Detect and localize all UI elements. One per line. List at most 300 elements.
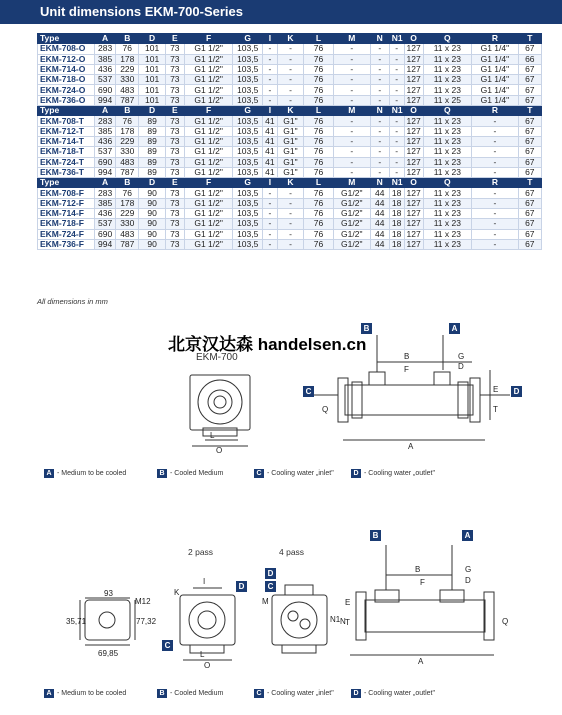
value-cell: 67 xyxy=(518,136,541,146)
value-cell: - xyxy=(472,126,518,136)
value-cell: - xyxy=(333,136,370,146)
column-header: O xyxy=(404,178,423,188)
dim-label-n: N xyxy=(340,617,346,626)
value-cell: G1" xyxy=(277,167,303,177)
value-cell: 127 xyxy=(404,198,423,208)
column-header: I xyxy=(263,178,278,188)
value-cell: G1/2" xyxy=(333,239,370,249)
value-cell: 103,5 xyxy=(233,167,263,177)
column-header: L xyxy=(304,178,334,188)
value-cell: G1 1/4" xyxy=(472,64,518,74)
value-cell: 11 x 25 xyxy=(423,95,472,105)
legend-c-bottom: C - Cooling water „inlet" xyxy=(254,689,334,698)
legend-a-bottom: A - Medium to be cooled xyxy=(44,689,126,698)
value-cell: 44 xyxy=(370,219,389,229)
legend-a-top: A - Medium to be cooled xyxy=(44,469,126,478)
value-cell: 73 xyxy=(165,116,184,126)
tag-c-4pass: C xyxy=(265,581,276,592)
value-cell: 18 xyxy=(389,188,404,198)
value-cell: - xyxy=(389,54,404,64)
value-cell: 178 xyxy=(116,54,139,64)
value-cell: 76 xyxy=(304,147,334,157)
value-cell: - xyxy=(472,209,518,219)
value-cell: 994 xyxy=(95,95,116,105)
value-cell: - xyxy=(389,167,404,177)
value-cell: 73 xyxy=(165,136,184,146)
type-cell: EKM-708-O xyxy=(38,44,95,54)
value-cell: - xyxy=(389,64,404,74)
column-header: I xyxy=(263,34,278,44)
value-cell: - xyxy=(333,95,370,105)
dim-label-d: D xyxy=(458,362,464,371)
value-cell: 101 xyxy=(139,85,165,95)
value-cell: - xyxy=(370,126,389,136)
value-cell: G1/2" xyxy=(333,188,370,198)
dim-label-t: T xyxy=(493,405,498,414)
value-cell: 103,5 xyxy=(233,157,263,167)
value-cell: 330 xyxy=(116,75,139,85)
column-header: Q xyxy=(423,106,472,116)
value-cell: 330 xyxy=(116,219,139,229)
value-cell: 67 xyxy=(518,167,541,177)
value-cell: - xyxy=(472,229,518,239)
value-cell: 89 xyxy=(139,126,165,136)
value-cell: 76 xyxy=(304,219,334,229)
column-header: O xyxy=(404,106,423,116)
value-cell: 11 x 23 xyxy=(423,157,472,167)
value-cell: G1 1/2" xyxy=(184,147,233,157)
value-cell: 76 xyxy=(304,54,334,64)
value-cell: G1 1/2" xyxy=(184,198,233,208)
value-cell: 73 xyxy=(165,54,184,64)
value-cell: - xyxy=(370,157,389,167)
value-cell: - xyxy=(263,188,278,198)
value-cell: 11 x 23 xyxy=(423,75,472,85)
value-cell: - xyxy=(277,239,303,249)
column-header: E xyxy=(165,178,184,188)
column-header: B xyxy=(116,34,139,44)
value-cell: 101 xyxy=(139,54,165,64)
value-cell: 436 xyxy=(95,209,116,219)
dim-label-q2: Q xyxy=(502,617,509,626)
dim-label-g: G xyxy=(458,352,465,361)
value-cell: 41 xyxy=(263,157,278,167)
value-cell: - xyxy=(263,64,278,74)
value-cell: 90 xyxy=(139,239,165,249)
value-cell: - xyxy=(370,136,389,146)
legend-d-top: D - Cooling water „outlet" xyxy=(351,469,435,478)
value-cell: 436 xyxy=(95,136,116,146)
value-cell: 11 x 23 xyxy=(423,116,472,126)
type-cell: EKM-724-F xyxy=(38,229,95,239)
value-cell: 229 xyxy=(116,64,139,74)
value-cell: - xyxy=(277,64,303,74)
value-cell: - xyxy=(277,219,303,229)
value-cell: 103,5 xyxy=(233,229,263,239)
value-cell: 11 x 23 xyxy=(423,136,472,146)
value-cell: 127 xyxy=(404,219,423,229)
value-cell: - xyxy=(333,64,370,74)
value-cell: G1 1/2" xyxy=(184,188,233,198)
value-cell: 103,5 xyxy=(233,239,263,249)
dim-label-a: A xyxy=(408,442,414,451)
column-header: A xyxy=(95,106,116,116)
column-header: T xyxy=(518,178,541,188)
value-cell: - xyxy=(263,54,278,64)
value-cell: - xyxy=(389,95,404,105)
value-cell: - xyxy=(263,209,278,219)
type-cell: EKM-708-F xyxy=(38,188,95,198)
value-cell: G1 1/4" xyxy=(472,54,518,64)
column-header: L xyxy=(304,34,334,44)
value-cell: G1" xyxy=(277,147,303,157)
value-cell: - xyxy=(389,126,404,136)
value-cell: - xyxy=(370,167,389,177)
value-cell: 101 xyxy=(139,95,165,105)
label-2-pass: 2 pass xyxy=(188,547,214,557)
value-cell: 89 xyxy=(139,157,165,167)
value-cell: 67 xyxy=(518,229,541,239)
dim-label-b: B xyxy=(404,352,410,361)
value-cell: 11 x 23 xyxy=(423,44,472,54)
value-cell: 89 xyxy=(139,116,165,126)
value-cell: 90 xyxy=(139,198,165,208)
value-cell: - xyxy=(472,167,518,177)
type-cell: EKM-712-F xyxy=(38,198,95,208)
type-cell: EKM-718-O xyxy=(38,75,95,85)
value-cell: 103,5 xyxy=(233,198,263,208)
label-4-pass: 4 pass xyxy=(279,547,305,557)
value-cell: - xyxy=(263,75,278,85)
value-cell: - xyxy=(389,85,404,95)
value-cell: 44 xyxy=(370,229,389,239)
value-cell: G1 1/2" xyxy=(184,239,233,249)
value-cell: 103,5 xyxy=(233,136,263,146)
value-cell: - xyxy=(389,147,404,157)
value-cell: 89 xyxy=(139,147,165,157)
type-cell: EKM-718-T xyxy=(38,147,95,157)
dim-label-3571: 35,71 xyxy=(66,617,87,626)
value-cell: - xyxy=(370,116,389,126)
value-cell: 76 xyxy=(304,116,334,126)
value-cell: 127 xyxy=(404,157,423,167)
value-cell: 787 xyxy=(116,239,139,249)
value-cell: 103,5 xyxy=(233,188,263,198)
value-cell: 127 xyxy=(404,95,423,105)
value-cell: 41 xyxy=(263,126,278,136)
value-cell: 44 xyxy=(370,209,389,219)
value-cell: 18 xyxy=(389,219,404,229)
value-cell: 537 xyxy=(95,75,116,85)
value-cell: 690 xyxy=(95,85,116,95)
tag-d-2pass: D xyxy=(236,581,247,592)
value-cell: - xyxy=(472,157,518,167)
value-cell: 103,5 xyxy=(233,44,263,54)
value-cell: 73 xyxy=(165,198,184,208)
column-header: N1 xyxy=(389,178,404,188)
value-cell: - xyxy=(333,126,370,136)
value-cell: 537 xyxy=(95,147,116,157)
value-cell: G1/2" xyxy=(333,219,370,229)
tag-b-bottom: B xyxy=(370,530,381,541)
column-header: A xyxy=(95,178,116,188)
value-cell: G1 1/4" xyxy=(472,44,518,54)
type-cell: EKM-724-O xyxy=(38,85,95,95)
value-cell: 41 xyxy=(263,167,278,177)
value-cell: 67 xyxy=(518,188,541,198)
value-cell: 44 xyxy=(370,188,389,198)
value-cell: 90 xyxy=(139,188,165,198)
column-header: D xyxy=(139,178,165,188)
column-header: K xyxy=(277,178,303,188)
value-cell: 76 xyxy=(116,188,139,198)
tag-c-2pass: C xyxy=(162,640,173,651)
value-cell: 103,5 xyxy=(233,219,263,229)
value-cell: G1 1/2" xyxy=(184,95,233,105)
value-cell: 994 xyxy=(95,167,116,177)
tag-a-bottom: A xyxy=(462,530,473,541)
value-cell: 76 xyxy=(304,44,334,54)
column-header: D xyxy=(139,34,165,44)
value-cell: - xyxy=(333,157,370,167)
value-cell: G1 1/2" xyxy=(184,136,233,146)
value-cell: 73 xyxy=(165,219,184,229)
value-cell: - xyxy=(263,85,278,95)
dim-label-o2: O xyxy=(204,661,211,670)
value-cell: - xyxy=(472,147,518,157)
column-header: I xyxy=(263,106,278,116)
column-header: F xyxy=(184,106,233,116)
dim-label-m12: M12 xyxy=(135,597,151,606)
value-cell: 127 xyxy=(404,167,423,177)
dim-label-6985: 69,85 xyxy=(98,649,119,658)
value-cell: 76 xyxy=(304,126,334,136)
value-cell: - xyxy=(472,198,518,208)
value-cell: 76 xyxy=(116,44,139,54)
column-header: N xyxy=(370,34,389,44)
value-cell: - xyxy=(333,116,370,126)
column-header: Type xyxy=(38,106,95,116)
value-cell: 103,5 xyxy=(233,116,263,126)
value-cell: 537 xyxy=(95,219,116,229)
type-cell: EKM-714-O xyxy=(38,64,95,74)
legend-b-bottom: B - Cooled Medium xyxy=(157,689,223,698)
column-header: M xyxy=(333,178,370,188)
value-cell: 103,5 xyxy=(233,209,263,219)
value-cell: - xyxy=(333,85,370,95)
value-cell: G1 1/2" xyxy=(184,157,233,167)
value-cell: - xyxy=(263,198,278,208)
value-cell: 76 xyxy=(304,64,334,74)
value-cell: 76 xyxy=(304,198,334,208)
value-cell: 101 xyxy=(139,64,165,74)
value-cell: 76 xyxy=(304,188,334,198)
column-header: B xyxy=(116,106,139,116)
dim-label-o: O xyxy=(216,446,223,455)
value-cell: G1 1/2" xyxy=(184,75,233,85)
column-header: G xyxy=(233,34,263,44)
column-header: M xyxy=(333,34,370,44)
value-cell: G1 1/2" xyxy=(184,54,233,64)
dim-label-e: E xyxy=(493,385,499,394)
dim-label-q: Q xyxy=(322,405,329,414)
dim-label-g2: G xyxy=(465,565,472,574)
type-cell: EKM-736-O xyxy=(38,95,95,105)
type-cell: EKM-736-F xyxy=(38,239,95,249)
value-cell: - xyxy=(370,44,389,54)
value-cell: 787 xyxy=(116,95,139,105)
value-cell: - xyxy=(389,136,404,146)
value-cell: G1 1/2" xyxy=(184,209,233,219)
value-cell: 66 xyxy=(518,54,541,64)
value-cell: 67 xyxy=(518,239,541,249)
watermark-text: 北京汉达森 handelsen.cn xyxy=(168,335,367,354)
value-cell: G1/2" xyxy=(333,198,370,208)
column-header: K xyxy=(277,106,303,116)
value-cell: 127 xyxy=(404,229,423,239)
dim-label-e2: E xyxy=(345,598,351,607)
value-cell: 44 xyxy=(370,239,389,249)
tag-c-top: C xyxy=(303,386,314,397)
value-cell: G1 1/2" xyxy=(184,229,233,239)
value-cell: 67 xyxy=(518,95,541,105)
dim-label-k: K xyxy=(174,588,180,597)
value-cell: 127 xyxy=(404,54,423,64)
value-cell: 283 xyxy=(95,44,116,54)
value-cell: 18 xyxy=(389,229,404,239)
column-header: Type xyxy=(38,34,95,44)
column-header: A xyxy=(95,34,116,44)
value-cell: - xyxy=(333,75,370,85)
value-cell: 11 x 23 xyxy=(423,54,472,64)
value-cell: G1 1/2" xyxy=(184,64,233,74)
value-cell: 73 xyxy=(165,167,184,177)
value-cell: 178 xyxy=(116,126,139,136)
column-header: Q xyxy=(423,34,472,44)
value-cell: 76 xyxy=(304,239,334,249)
value-cell: - xyxy=(277,85,303,95)
column-header: T xyxy=(518,34,541,44)
value-cell: 385 xyxy=(95,54,116,64)
value-cell: 127 xyxy=(404,85,423,95)
column-header: E xyxy=(165,34,184,44)
dim-label-b2: B xyxy=(415,565,421,574)
value-cell: 90 xyxy=(139,229,165,239)
flange-detail xyxy=(80,598,135,645)
value-cell: 127 xyxy=(404,126,423,136)
value-cell: G1 1/2" xyxy=(184,44,233,54)
value-cell: - xyxy=(277,75,303,85)
value-cell: - xyxy=(333,167,370,177)
value-cell: - xyxy=(370,147,389,157)
value-cell: 229 xyxy=(116,209,139,219)
value-cell: 11 x 23 xyxy=(423,147,472,157)
column-header: Q xyxy=(423,178,472,188)
column-header: R xyxy=(472,178,518,188)
value-cell: - xyxy=(277,198,303,208)
value-cell: G1 1/2" xyxy=(184,116,233,126)
column-header: F xyxy=(184,34,233,44)
value-cell: G1 1/4" xyxy=(472,95,518,105)
value-cell: - xyxy=(472,188,518,198)
value-cell: 690 xyxy=(95,157,116,167)
value-cell: - xyxy=(277,188,303,198)
value-cell: 11 x 23 xyxy=(423,188,472,198)
value-cell: - xyxy=(472,116,518,126)
units-note: All dimensions in mm xyxy=(37,297,108,306)
value-cell: 103,5 xyxy=(233,147,263,157)
column-header: T xyxy=(518,106,541,116)
type-cell: EKM-712-T xyxy=(38,126,95,136)
dim-label-93: 93 xyxy=(104,589,113,598)
dim-label-a2: A xyxy=(418,657,424,666)
dim-label-7732: 77,32 xyxy=(136,617,157,626)
column-header: N1 xyxy=(389,106,404,116)
value-cell: - xyxy=(472,239,518,249)
value-cell: 76 xyxy=(304,95,334,105)
value-cell: 67 xyxy=(518,157,541,167)
side-view-top xyxy=(338,362,490,440)
value-cell: - xyxy=(263,95,278,105)
value-cell: - xyxy=(277,229,303,239)
dim-label-t2: T xyxy=(345,618,350,627)
value-cell: - xyxy=(277,44,303,54)
value-cell: - xyxy=(277,54,303,64)
value-cell: 283 xyxy=(95,188,116,198)
model-label: EKM-700 xyxy=(196,352,238,363)
value-cell: 103,5 xyxy=(233,54,263,64)
dim-label-f: F xyxy=(404,365,409,374)
value-cell: - xyxy=(370,75,389,85)
legend-d-bottom: D - Cooling water „outlet" xyxy=(351,689,435,698)
value-cell: - xyxy=(263,239,278,249)
column-header: N1 xyxy=(389,34,404,44)
value-cell: 103,5 xyxy=(233,75,263,85)
value-cell: 67 xyxy=(518,44,541,54)
value-cell: 385 xyxy=(95,198,116,208)
legend-b-top: B - Cooled Medium xyxy=(157,469,223,478)
value-cell: 44 xyxy=(370,198,389,208)
value-cell: 385 xyxy=(95,126,116,136)
dim-label-m: M xyxy=(262,597,269,606)
value-cell: 89 xyxy=(139,167,165,177)
column-header: R xyxy=(472,106,518,116)
value-cell: 436 xyxy=(95,64,116,74)
value-cell: 127 xyxy=(404,147,423,157)
value-cell: - xyxy=(263,229,278,239)
value-cell: 103,5 xyxy=(233,126,263,136)
value-cell: G1 1/2" xyxy=(184,219,233,229)
value-cell: 73 xyxy=(165,239,184,249)
value-cell: 73 xyxy=(165,85,184,95)
value-cell: 76 xyxy=(304,209,334,219)
value-cell: 67 xyxy=(518,147,541,157)
value-cell: 11 x 23 xyxy=(423,219,472,229)
tag-a-top: A xyxy=(449,323,460,334)
value-cell: 127 xyxy=(404,188,423,198)
value-cell: 690 xyxy=(95,229,116,239)
type-cell: EKM-718-F xyxy=(38,219,95,229)
value-cell: G1" xyxy=(277,136,303,146)
dim-label-n1: N1 xyxy=(330,615,341,624)
value-cell: 76 xyxy=(304,75,334,85)
value-cell: - xyxy=(370,64,389,74)
tag-b-top: B xyxy=(361,323,372,334)
tag-d-top: D xyxy=(511,386,522,397)
value-cell: 127 xyxy=(404,116,423,126)
value-cell: 11 x 23 xyxy=(423,85,472,95)
column-header: M xyxy=(333,106,370,116)
